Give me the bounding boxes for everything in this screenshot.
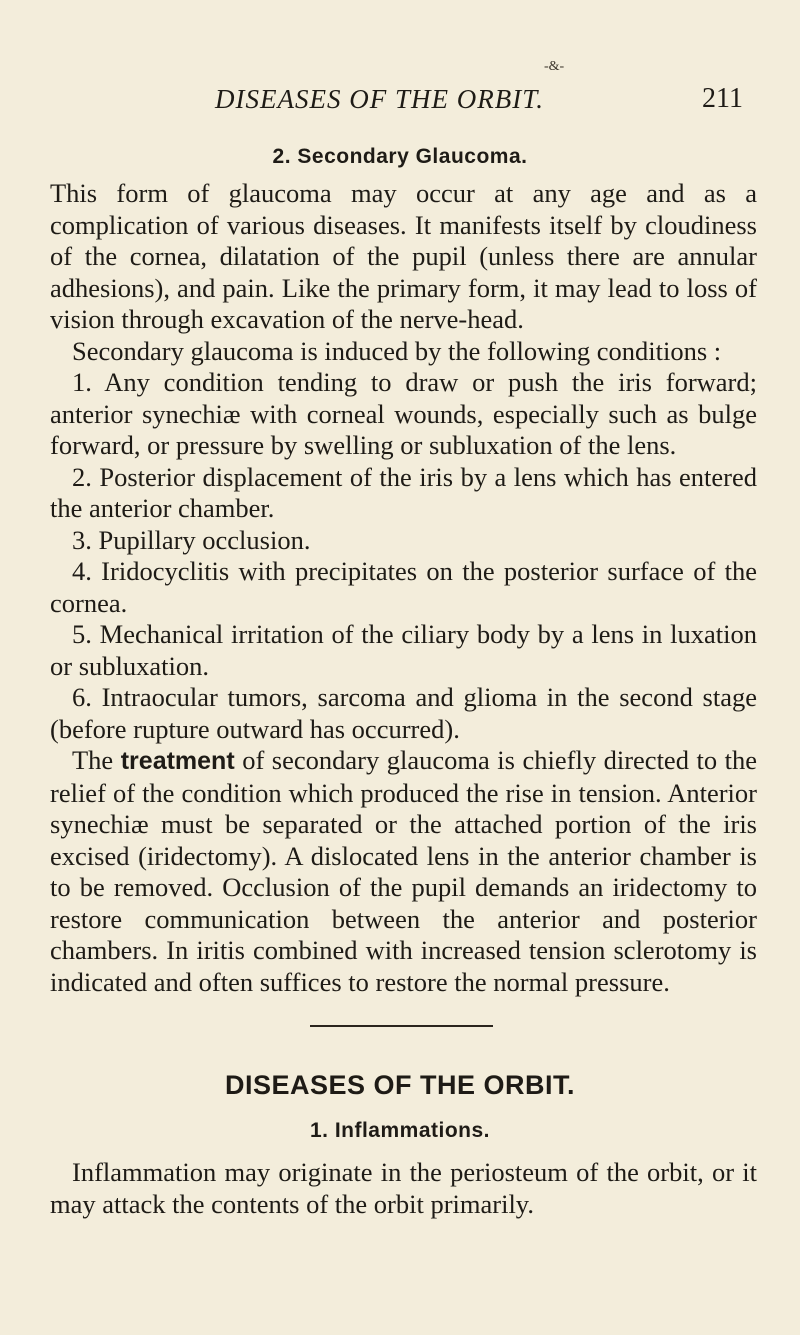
treatment-text: of secondary glaucoma is chiefly directed to the relief of the condition which produced the rise in tension. Anterior synechiæ must be separated or the attached portion of the iris excised (iridectomy). A dislocated lens in the anterior chamber is to be removed. Occlusion of the pupil demands an iridectomy to restore communication between the anterior and posterior chambers. In iritis combined with increased tension sclerotomy is indicated and often suffices to restore the normal pressure.	[50, 745, 757, 997]
paragraph-intro: This form of glaucoma may occur at any age and as a complication of various diseases. It manifests itself by cloudiness of the cornea, dilatation of the pupil (unless there are annular adhesions), and pain. Like the primary form, it may lead to loss of vision through excavation of the nerve-head.	[50, 178, 757, 334]
treatment-keyword: treatment	[120, 747, 235, 775]
condition-item-1: 1. Any condition tending to draw or push the iris forward; anterior synechiæ with corneal wounds, especially such as bulge forward, or pressure by swelling or subluxation of the lens.	[50, 367, 757, 460]
condition-item-5: 5. Mechanical irritation of the ciliary body by a lens in luxation or subluxation.	[50, 619, 757, 681]
printer-ornament: -&-	[544, 59, 565, 74]
section-divider-rule	[310, 1025, 493, 1027]
inflammations-body	[50, 1157, 757, 1220]
condition-item-2: 2. Posterior displacement of the iris by a lens which has entered the anterior chamber.	[50, 461, 757, 523]
condition-item-3: 3. Pupillary occlusion.	[72, 524, 311, 555]
paragraph-treatment	[50, 745, 757, 998]
secondary-glaucoma-body	[50, 178, 757, 998]
paragraph-inflammation: Inflammation may originate in the periosteum of the orbit, or it may attack the contents of the orbit primarily.	[50, 1157, 757, 1219]
page-number: 211	[702, 83, 743, 114]
section-heading-inflammations: 1. Inflammations.	[309, 1119, 491, 1142]
condition-item-6: 6. Intraocular tumors, sarcoma and glioma in the second stage (before rupture outward has occurred).	[50, 682, 757, 744]
condition-item-4: 4. Iridocyclitis with precipitates on the posterior surface of the cornea.	[50, 556, 757, 618]
chapter-heading: DISEASES OF THE ORBIT.	[224, 1070, 576, 1100]
treatment-lead: The	[72, 745, 114, 775]
paragraph-conditions: Secondary glaucoma is induced by the following conditions :	[72, 335, 722, 366]
section-heading-secondary-glaucoma: 2. Secondary Glaucoma.	[272, 145, 528, 168]
running-title: DISEASES OF THE ORBIT.	[215, 84, 544, 114]
